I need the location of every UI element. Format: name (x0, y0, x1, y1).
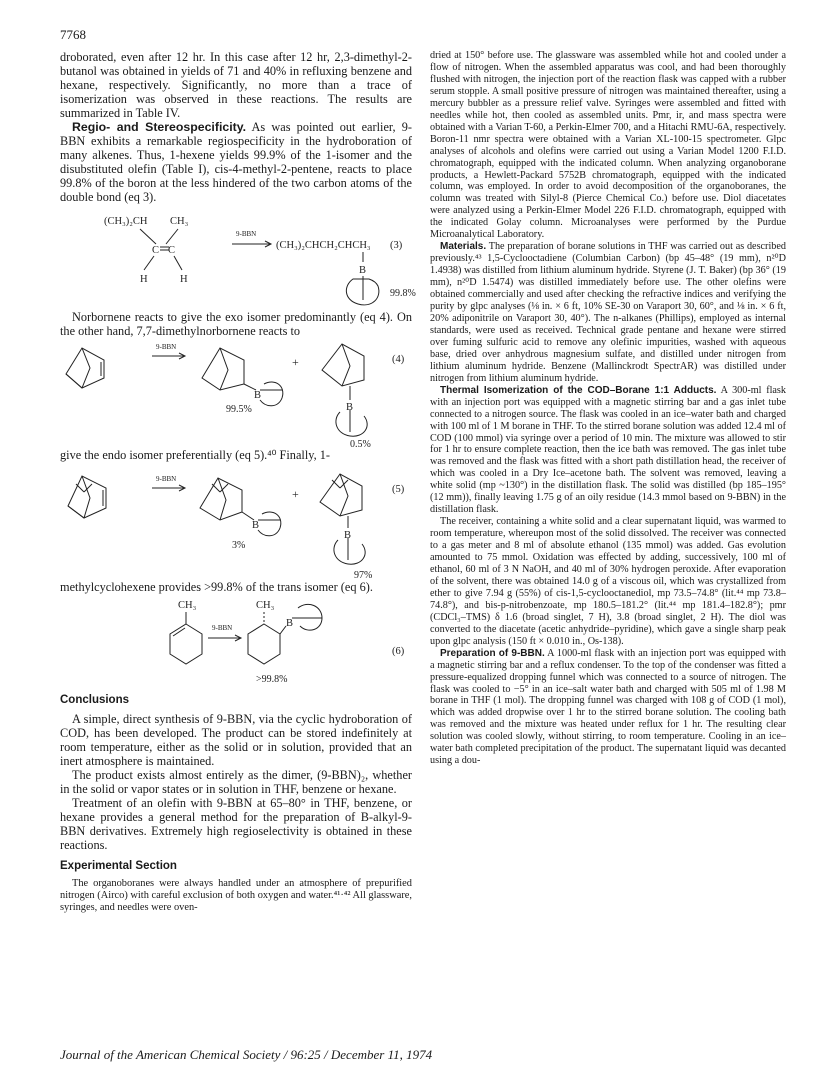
paragraph: The product exists almost entirely as the dimer, (9-BBN)₂, whether in the solid or vapor states or in solution in THF, benzene or hexane. (60, 768, 412, 796)
eq4-yield-endo: 0.5% (350, 439, 371, 450)
paragraph-text: A 1000-ml flask with an injection port was equipped with a magnetic stirring bar and a reflux condenser. To the top of the condenser was fitted a pressure-equalized dropping funnel which was connected to a source of nitrogen. The flask was cooled to −5° in an ice–salt water bath and charged with 505 ml of 1.98 M borane in THF (1 mol). The dropping funnel was charged with 108 g of COD (1 mol), which was added dropwise over 1 hr to the stirred borane solution. The cooling bath was removed and the mixture was heated under reflux for 1 hr. The resulting clear solution was cooled slowly, without stirring, to room temperature. Cooling in an ice–water bath completed precipitation of the product. The supernatant liquid was decanted using a dou- (430, 647, 786, 767)
eq5-yield-exo: 3% (232, 540, 246, 551)
eq6-number: (6) (392, 646, 405, 657)
paragraph (430, 241, 786, 384)
eq3-carbon-label: C (168, 245, 176, 256)
methylcyclohexene-structure (170, 612, 202, 664)
paragraph-text: The preparation of borane solutions in THF was carried out as described previously.⁴³ 1,5-Cyclooctadiene (Columbian Carbon) (bp 45–48° (19 mm), n²⁰D 1.4938) was distilled from lithium aluminum hydride. Styrene (J. T. Baker) (bp 36° (19 mm), n²⁰D 1.5474) was distilled immediately before use. The other olefins were obtained commercially and used after checking the refractive indices and verifying the purity by glpc analyses (⅛ in. × 6 ft, 10% SE-30 on Varaport 30, 60°, and ⅛ in. × 6 ft, 20% adiponitrile on Varaport 30, 40°). The n-alkanes (Phillips), employed as internal standards, were used as received. Technical grade pentane and hexane were stirred over fuming sulfuric acid to remove any olefinic impurities, washed with aqueous base, dried over anhydrous magnesium sulfate, and distilled under nitrogen from lithium aluminum hydride. Benzene (Mallinckrodt SpectrAR) was distilled under nitrogen from lithium aluminum hydride. (430, 241, 786, 384)
paragraph: The receiver, containing a white solid and a clear supernatant liquid, was warmed to room temperature, whereupon most of the solid dissolved. The receiver was connected to a gas meter and 8 ml of absolute ethanol (135 mmol) was added. Gas evolution amounted to 75 mmol. Oxidation was effected by adding, successively, 100 ml of ethanol, 60 ml of 3 N NaOH, and 40 ml of 30% hydrogen peroxide. After evaporation of the solvent, there was obtained 14.0 g of a viscous oil, which was crystallized from ether to give 7.94 g (55%) of cis-1,5-cyclooctanediol, mp 73.5–74.8° (lit.⁴⁴ mp 73.8–74.8°), and bis-p-nitrobenzoate, mp 180.5–181.2° (lit.⁴⁴ mp 181.4–182.8°); pmr (CDCl₃–TMS) δ 1.6 (broad singlet, 7 H), 3.8 (broad singlet, 2 H). The diol was converted to the diacetate (acetic anhydride–pyridine), which gave a single sharp peak upon glpc analysis (150 ft × 0.010 in., Os-138). (430, 516, 786, 647)
journal-footer: Journal of the American Chemical Society / 96:25 / December 11, 1974 (60, 1047, 433, 1062)
eq3-bond (144, 256, 154, 270)
eq3-bond (174, 256, 182, 270)
eq4-boron-label-endo: B (346, 402, 354, 413)
eq5-reagent-label: 9-BBN (156, 475, 177, 483)
equation-4 (60, 338, 412, 448)
left-column (60, 50, 416, 914)
eq3-bbn-ring (346, 276, 379, 305)
eq6-methyl-label-product: CH₃ (256, 600, 275, 611)
paragraph-text: As was pointed out earlier, 9-BBN exhibits a remarkable regiospecificity in the hydroboration of many alkenes. Thus, 1-hexene yields 99.9% of the 1-isomer and the disubstituted olefin (Table I), cis-4-methyl-2-pentene, reacts to place 99.8% of the boron at the less hindered of the two carbon atoms of the double bond (eq 3). (60, 120, 412, 204)
eq3-product-label: (CH₃)₂CHCH₂CHCH₃ (276, 240, 371, 251)
endo-product-structure (320, 474, 365, 564)
eq3-bond (166, 229, 178, 244)
eq4-yield-exo: 99.5% (226, 404, 252, 415)
exo-product-structure (202, 348, 283, 406)
eq5-plus-sign: + (292, 487, 299, 501)
eq6-reagent-label: 9-BBN (212, 624, 233, 632)
eq3-bond (140, 229, 156, 244)
run-in-heading: Regio- and Stereospecificity. (72, 120, 247, 134)
paragraph (430, 648, 786, 768)
eq3-boron-label: B (359, 265, 367, 276)
eq3-reagent-label: 9-BBN (236, 230, 257, 238)
equation-5 (60, 462, 412, 580)
trans-product-structure (248, 604, 322, 664)
page-number: 7768 (60, 27, 86, 42)
paragraph-text: A 300-ml flask with an injection port was equipped with a magnetic stirring bar and a gas inlet tube connected to a nitrogen source. The flask was cooled in an ice–water bath and charged with 100 ml of 1 M borane in THF. To the stirred borane solution was added 12.4 ml of COD (100 mmol) via syringe over a period of 10 min. The mixture was allowed to stir for 1 hr to ensure complete reaction, then the ice bath was removed. The gas inlet tube was removed and the flask was fitted with a short path distillation head, the receiver of which was cooled in a Dry Ice–acetone bath. The solvent was removed, leaving a white solid (mp ~130°) in the distillation flask. The solid was distilled (bp 185–195° (12 mm)), finally leaving 1.75 g of an oily residue (14.3 mmol based on 9-BBN) in the distillation flask. (430, 384, 786, 516)
eq6-yield: >99.8% (256, 674, 288, 685)
section-heading-experimental: Experimental Section (60, 860, 177, 872)
run-in-heading: Materials. (440, 241, 487, 253)
eq5-yield-endo: 97% (354, 570, 373, 581)
equation-3 (60, 204, 416, 310)
eq3-yield: 99.8% (390, 288, 416, 299)
paragraph (430, 385, 786, 516)
eq4-number: (4) (392, 354, 405, 365)
eq3-carbon-label: C (152, 245, 160, 256)
eq3-methyl-label: CH₃ (170, 216, 189, 227)
dimethylnorbornene-structure (68, 476, 106, 518)
eq3-isopropyl-label: (CH₃)₂CH (104, 216, 148, 227)
paragraph: droborated, even after 12 hr. In this case after 12 hr, 2,3-dimethyl-2-butanol was obtained in yields of 71 and 40% in refluxing benzene and hexane, respectively. Significantly, no more than a trace of isomerization was observed in these reactions. The results are summarized in Table IV. (60, 50, 412, 120)
eq3-number: (3) (390, 240, 403, 251)
run-in-heading: Preparation of 9-BBN. (440, 647, 545, 659)
norbornene-structure (66, 348, 104, 388)
eq3-hydrogen-label: H (140, 274, 148, 285)
paragraph (60, 120, 412, 204)
paragraph: give the endo isomer preferentially (eq 5).⁴⁰ Finally, 1- (60, 448, 330, 462)
eq4-plus-sign: + (292, 355, 299, 369)
section-heading-conclusions: Conclusions (60, 694, 130, 706)
right-column (430, 50, 786, 767)
paragraph: Treatment of an olefin with 9-BBN at 65–80° in THF, benzene, or hexane provides a general method for the preparation of B-alkyl-9-BBN derivatives. Extremely high regioselectivity is obtained in these reactions. (60, 796, 412, 852)
equation-6 (60, 594, 412, 686)
paragraph: Norbornene reacts to give the exo isomer predominantly (eq 4). On the other hand, 7,7-dimethylnorbornene reacts to (60, 310, 412, 338)
paragraph: dried at 150° before use. The glassware was assembled while hot and cooled under a flow of nitrogen. When the assembled apparatus was cool, and had been thoroughly flushed with nitrogen, the injection port of the reaction flask was capped with a rubber serum stopple. A small positive pressure of nitrogen was maintained thereafter, using a mercury bubbler as a pressure relief valve. Syringes were assembled and fitted with needles while hot, then cooled as assembled units. Pmr, ir, and mass spectra were obtained with a Varian T-60, a Perkin-Elmer 700, and a Hitachi RMU-6A, respectively. Boron-11 nmr spectra were obtained with a Varian XL-100-15 spectrometer. Glpc analyses of alcohols and olefins were carried out using a Varian Model 1200 F.I.D. chromatograph, equipped with the indicated column. When analyzing organoborane products, a Hewlett-Packard 5752B chromatograph, equipped with the indicated column, was employed. In order to avoid decomposition of the organoboranes, the column was treated with Silyl-8 (Pierce Chemical Co.) before use. Diol diacetates were analyzed using a Perkin-Elmer Model 226 F.I.D. chromatograph, equipped with the indicated Golay column. Microanalyses were performed by the Purdue Microanalytical Laboratory. (430, 50, 786, 241)
eq4-boron-label-exo: B (254, 390, 262, 401)
eq6-methyl-label: CH₃ (178, 600, 197, 611)
eq5-number: (5) (392, 484, 405, 495)
endo-product-structure (322, 344, 367, 436)
eq5-boron-label-endo: B (344, 530, 352, 541)
exo-product-structure (200, 478, 281, 536)
eq6-boron-label: B (286, 618, 294, 629)
eq4-reagent-label: 9-BBN (156, 343, 177, 351)
eq5-boron-label-exo: B (252, 520, 260, 531)
eq3-hydrogen-label: H (180, 274, 188, 285)
paragraph: The organoboranes were always handled under an atmosphere of prepurified nitrogen (Airco) with careful exclusion of both oxygen and water.⁴¹·⁴² All glassware, syringes, and needles were oven- (60, 878, 412, 913)
paragraph: methylcyclohexene provides >99.8% of the trans isomer (eq 6). (60, 580, 373, 594)
run-in-heading: Thermal Isomerization of the COD–Borane 1:1 Adducts. (440, 384, 717, 396)
paragraph: A simple, direct synthesis of 9-BBN, via the cyclic hydroboration of COD, has been developed. The product can be stored indefinitely at room temperature, either as the solid or in solution, provided that an inert atmosphere is maintained. (60, 712, 412, 768)
